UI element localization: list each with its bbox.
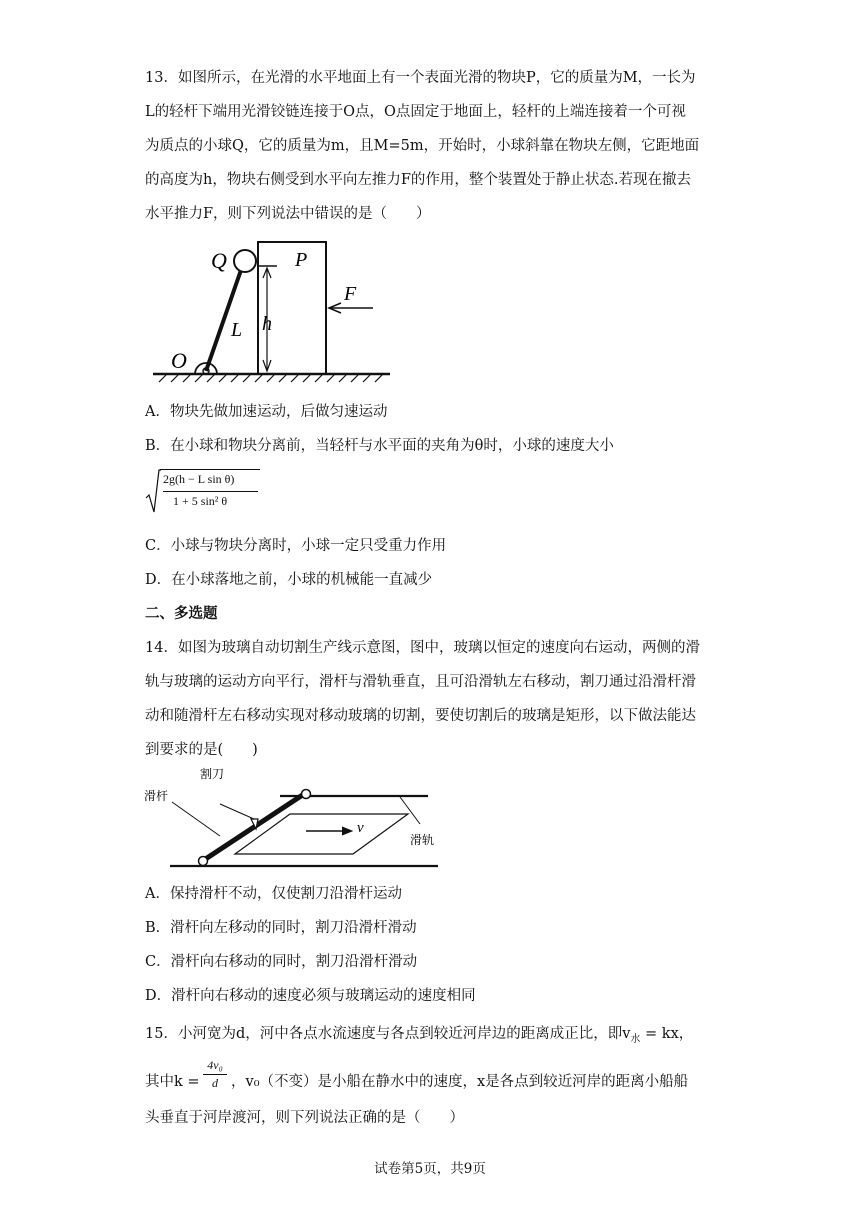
q14-option-b: B．滑杆向左移动的同时，割刀沿滑杆滑动 xyxy=(145,920,417,936)
q14-line-2: 轨与玻璃的运动方向平行，滑杆与滑轨垂直，且可沿滑轨左右移动，割刀通过沿滑杆滑 xyxy=(145,674,696,690)
formula-numerator: 2g(h − L sin θ) xyxy=(163,472,235,486)
q15-line-1-text: 15．小河宽为d，河中各点水流速度与各点到较近河岸边的距离成正比，即v xyxy=(145,1026,631,1042)
q13-option-b-formula xyxy=(145,468,265,514)
pointer-blade xyxy=(220,804,254,819)
q13-option-d: D．在小球落地之前，小球的机械能一直减少 xyxy=(145,572,433,588)
q15-line-2-post: ，v₀（不变）是小船在静水中的速度，x是各点到较近河岸的距离小船船 xyxy=(231,1074,689,1090)
label-rail: 滑轨 xyxy=(410,833,435,847)
q15-line-1-end: = kx， xyxy=(640,1026,694,1042)
q14-option-c: C．滑杆向右移动的同时，割刀沿滑杆滑动 xyxy=(145,954,418,970)
q15-line-2 xyxy=(145,1058,745,1102)
ball-q xyxy=(234,250,256,272)
q13-line-2: L的轻杆下端用光滑铰链连接于O点，O点固定于地面上，轻杆的上端连接着一个可视 xyxy=(145,104,686,120)
q13-option-a: A．物块先做加速运动，后做匀速运动 xyxy=(145,404,388,420)
q15-subscript: 水 xyxy=(630,1033,641,1045)
page-footer: 试卷第5页，共9页 xyxy=(374,1161,486,1177)
q14-line-3: 动和随滑杆左右移动实现对移动玻璃的切割，要使切割后的玻璃是矩形，以下做法能达 xyxy=(145,708,696,724)
section-title: 二、多选题 xyxy=(145,605,218,622)
q14-figure xyxy=(140,764,460,872)
q14-option-a: A．保持滑杆不动，仅使割刀沿滑杆运动 xyxy=(145,886,402,902)
q15-line-1 xyxy=(145,1022,693,1045)
q13-line-4: 的高度为h，物块右侧受到水平向左推力F的作用，整个装置处于静止状态.若现在撤去 xyxy=(145,172,692,188)
q14-line-1: 14．如图为玻璃自动切割生产线示意图，图中，玻璃以恒定的速度向右运动，两侧的滑 xyxy=(145,640,700,656)
q14-line-4: 到要求的是( ) xyxy=(145,742,258,758)
label-q: Q xyxy=(211,248,227,273)
formula-denominator: 1 + 5 sin² θ xyxy=(173,494,228,508)
label-v: v xyxy=(357,820,364,836)
q15-line-2-pre: 其中k = xyxy=(145,1074,200,1090)
q13-figure xyxy=(145,232,405,384)
slide-rod xyxy=(204,794,304,860)
q13-line-5: 水平推力F，则下列说法中错误的是（ ） xyxy=(145,206,431,222)
k-numerator: 4v₀ xyxy=(207,1058,223,1072)
q13-option-b: B．在小球和物块分离前，当轻杆与水平面的夹角为θ时，小球的速度大小 xyxy=(145,438,614,454)
q13-line-3: 为质点的小球Q，它的质量为m，且M=5m，开始时，小球斜靠在物块左侧，它距地面 xyxy=(145,138,700,154)
label-o: O xyxy=(171,348,187,373)
q13-option-c: C．小球与物块分离时，小球一定只受重力作用 xyxy=(145,538,447,554)
label-l: L xyxy=(231,319,243,341)
label-rod: 滑杆 xyxy=(144,789,169,803)
label-p: P xyxy=(295,249,308,271)
pointer-rod xyxy=(172,802,220,836)
q15-line-3: 头垂直于河岸渡河，则下列说法正确的是（ ） xyxy=(145,1110,464,1126)
pointer-rail xyxy=(400,797,420,824)
q13-line-1: 13．如图所示，在光滑的水平地面上有一个表面光滑的物块P，它的质量为M，一长为 xyxy=(145,70,696,86)
label-f: F xyxy=(344,283,357,305)
label-blade: 割刀 xyxy=(200,767,225,781)
k-denominator: d xyxy=(212,1076,218,1090)
label-h: h xyxy=(262,313,272,335)
q14-option-d: D．滑杆向右移动的速度必须与玻璃运动的速度相同 xyxy=(145,988,476,1004)
block-p xyxy=(258,242,326,374)
